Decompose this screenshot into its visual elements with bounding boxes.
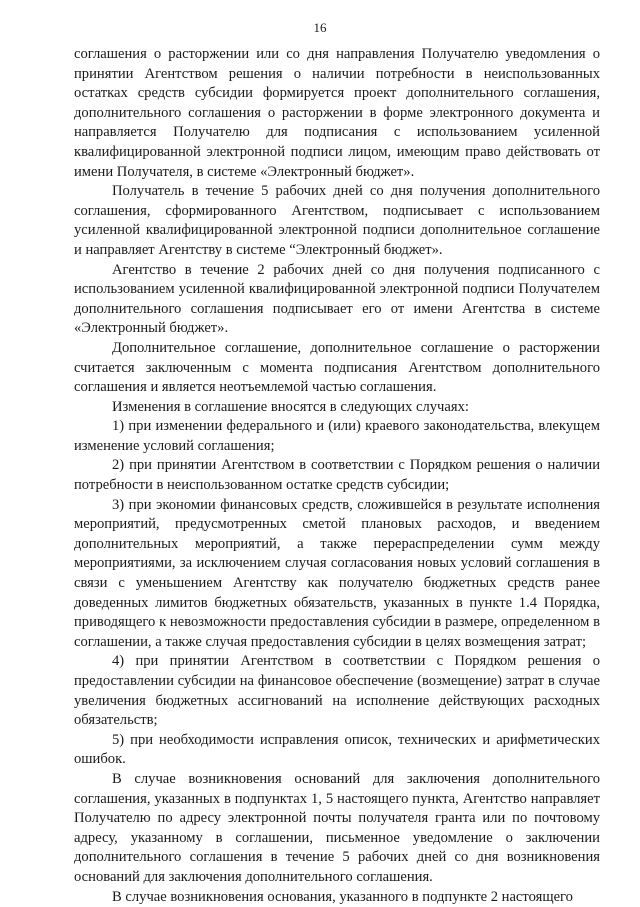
paragraph: Получатель в течение 5 рабочих дней со дня получения дополнительного соглашения, сформированного Агентством, подписывает с использованием усиленной квалифицированной электронной подписи дополнительное соглашение и направляет Агентству в системе “Электронный бюджет». [74, 183, 600, 258]
page-number: 16 [313, 20, 327, 35]
list-item: 5) при необходимости исправления описок, технических и арифметических ошибок. [74, 731, 600, 768]
document-body [74, 45, 600, 907]
list-item: 3) при экономии финансовых средств, сложившейся в результате исполнения мероприятий, предусмотренных сметой плановых расходов, и введением дополнительных мероприятий, а также перераспределении сумм между мероприятиями, за исключением случая согласования новых условий соглашения в связи с уменьшением Агентству как получателю бюджетных средств ранее доведенных лимитов бюджетных обязательств, указанных в пункте 1.4 Порядка, приводящего к невозможности предоставления субсидии в размере, определенном в соглашении, а также случая предоставления субсидии в целях возмещения затрат; [74, 496, 600, 650]
list-item: 1) при изменении федерального и (или) краевого законодательства, влекущем изменение условий соглашения; [74, 418, 600, 454]
list-item: 4) при принятии Агентством в соответствии с Порядком решения о предоставлении субсидии на финансовое обеспечение (возмещение) затрат в случае увеличения бюджетных ассигнований на исполнение действующих расходных обязательств; [74, 653, 600, 729]
paragraph: В случае возникновения оснований для заключения дополнительного соглашения, указанных в подпунктах 1, 5 настоящего пункта, Агентство направляет Получателю по адресу электронной почты получателя гранта или по почтовому адресу, указанному в соглашении, письменное уведомление о заключении дополнительного соглашения в течение 5 рабочих дней со дня возникновения оснований для заключения дополнительного соглашения. [74, 770, 600, 885]
paragraph: соглашения о расторжении или со дня направления Получателю уведомления о принятии Агентством решения о наличии потребности в неиспользованных остатках средств субсидии формируется проект дополнительного соглашения, дополнительного соглашения о расторжении в форме электронного документа и направляется Получателю для подписания с использованием усиленной квалифицированной электронной подписи лицом, имеющим право действовать от имени Получателя, в системе «Электронный бюджет». [74, 46, 600, 180]
paragraph: Дополнительное соглашение, дополнительное соглашение о расторжении считается заключенным с момента подписания Агентством дополнительного соглашения и является неотъемлемой частью соглашения. [74, 339, 600, 396]
paragraph: Агентство в течение 2 рабочих дней со дня получения подписанного с использованием усиленной квалифицированной электронной подписи Получателем дополнительного соглашения подписывает его от имени Агентства в системе «Электронный бюджет». [74, 261, 600, 337]
paragraph: В случае возникновения основания, указанного в подпункте 2 настоящего [112, 888, 573, 905]
paragraph: Изменения в соглашение вносятся в следующих случаях: [112, 398, 469, 415]
list-item: 2) при принятии Агентством в соответствии с Порядком решения о наличии потребности в неиспользованном остатке средств субсидии; [74, 457, 600, 494]
